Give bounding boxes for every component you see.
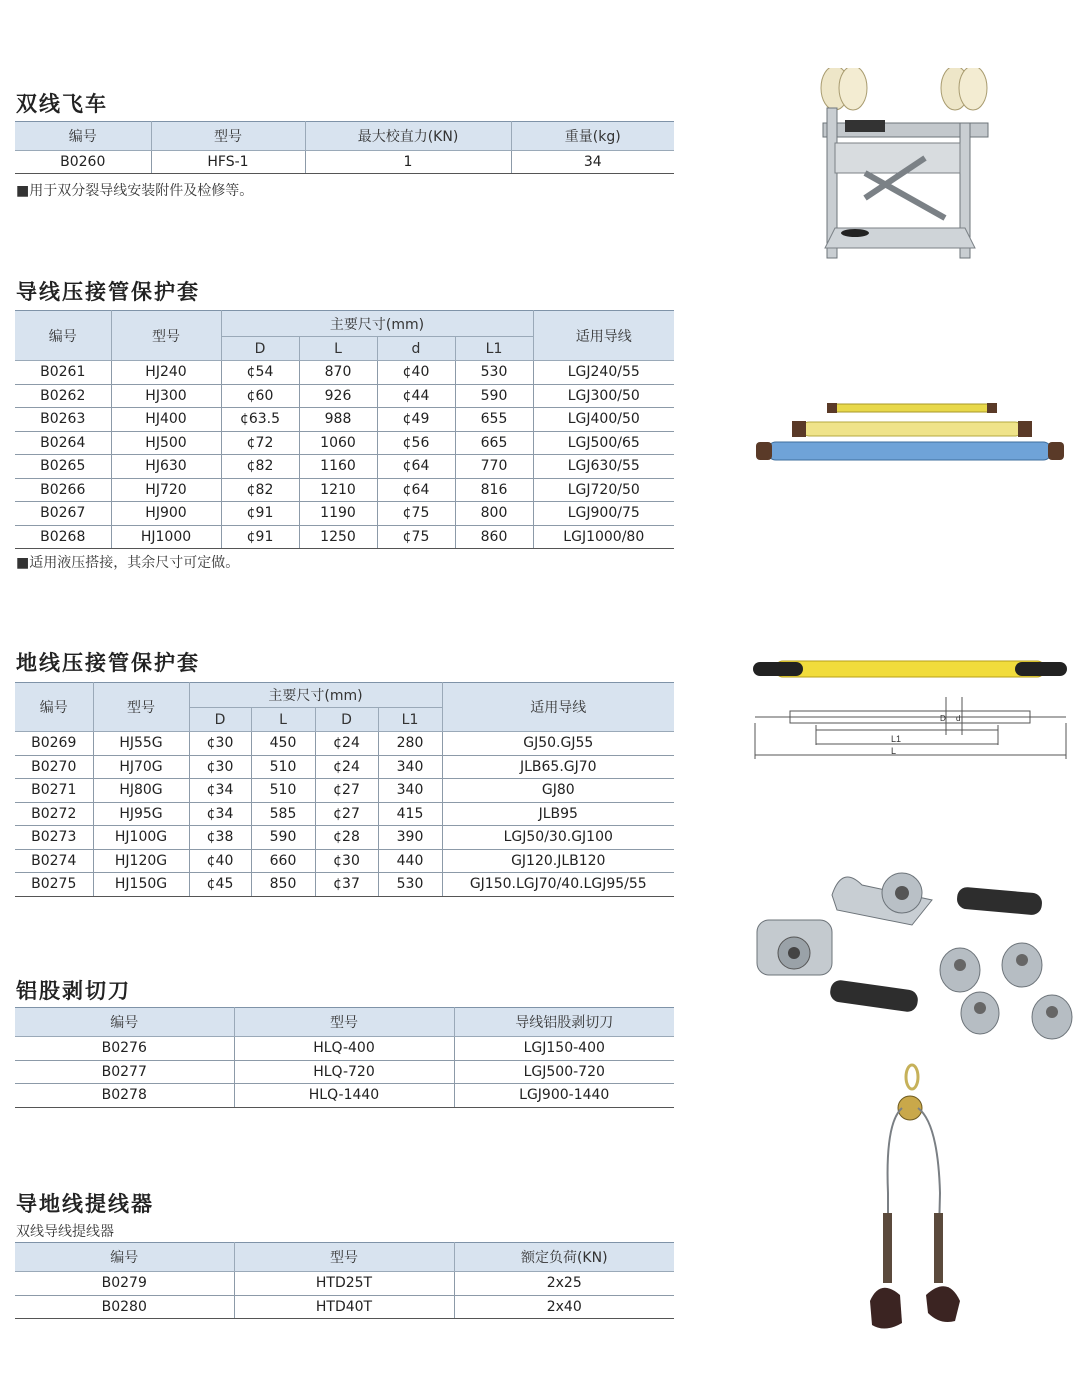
table-row	[15, 826, 674, 850]
header-applicable-wire: 适用导线	[533, 311, 674, 361]
table-cell: ¢27	[315, 802, 378, 826]
table-row	[15, 1037, 674, 1061]
table-cell: HTD40T	[234, 1295, 454, 1319]
table-cell: 655	[455, 408, 533, 432]
table-cell: B0277	[15, 1060, 234, 1084]
header-max-force: 最大校直力(KN)	[305, 122, 511, 151]
table-cell: 988	[299, 408, 377, 432]
header-model: 型号	[111, 311, 221, 361]
table-row	[15, 849, 674, 873]
table-cell: JLB95	[442, 802, 674, 826]
table-cell: ¢24	[315, 755, 378, 779]
table-cell: 660	[251, 849, 315, 873]
table-cell: GJ120.JLB120	[442, 849, 674, 873]
table-row	[15, 478, 674, 502]
table-cell: ¢40	[377, 361, 455, 385]
table-row: B0260 HFS-1 1 34	[15, 151, 674, 174]
table-cell: ¢75	[377, 502, 455, 526]
dim-l-label: L	[891, 746, 897, 756]
table-cell: B0275	[15, 873, 93, 897]
table-cell: 665	[455, 431, 533, 455]
table-cell: HJ630	[111, 455, 221, 479]
table-cell: ¢64	[377, 478, 455, 502]
table-cell: LGJ150-400	[454, 1037, 674, 1061]
table-row	[15, 455, 674, 479]
table-cell: 510	[251, 755, 315, 779]
table-cell: ¢63.5	[221, 408, 299, 432]
table-cell: ¢91	[221, 525, 299, 549]
table-row	[15, 361, 674, 385]
table-cell: ¢34	[189, 779, 251, 803]
table-cell: JLB65.GJ70	[442, 755, 674, 779]
table-cell: ¢34	[189, 802, 251, 826]
header-code: 编号	[15, 1008, 234, 1037]
table-cell: 590	[251, 826, 315, 850]
table-cell: 415	[378, 802, 442, 826]
table-cell: HJ120G	[93, 849, 189, 873]
header-code: 编号	[15, 122, 151, 151]
table-cell: LGJ900/75	[533, 502, 674, 526]
table-cell: ¢28	[315, 826, 378, 850]
table-cell: GJ80	[442, 779, 674, 803]
table-cell: B0280	[15, 1295, 234, 1319]
table-cell: HLQ-720	[234, 1060, 454, 1084]
dim-l1-label: L1	[891, 734, 902, 744]
table-cell: B0267	[15, 502, 111, 526]
section-title-strand-cutter: 铝股剥切刀	[16, 979, 131, 1003]
table-cell: HTD25T	[234, 1272, 454, 1296]
table-cell: B0278	[15, 1084, 234, 1108]
table-cell: 450	[251, 732, 315, 756]
wire-lifter-subtitle: 双线导线提线器	[16, 1224, 114, 1240]
table-cell: LGJ720/50	[533, 478, 674, 502]
table-cell: 1160	[299, 455, 377, 479]
table-cell: ¢30	[315, 849, 378, 873]
double-wire-trolley-image	[805, 68, 995, 260]
table-cell: HJ100G	[93, 826, 189, 850]
table-cell: HJ720	[111, 478, 221, 502]
table-row	[15, 1295, 674, 1319]
table-cell: ¢24	[315, 732, 378, 756]
table-cell: 530	[378, 873, 442, 897]
table-cell: B0272	[15, 802, 93, 826]
table-cell: GJ150.LGJ70/40.LGJ95/55	[442, 873, 674, 897]
conductor-sleeve-table: 编号 型号 主要尺寸(mm) 适用导线 D L d L1 B0261 HJ240 ¢54 870 ¢40 530 LGJ240/55 B0262 HJ300 ¢60 926 ¢44 590 LGJ300/50 B0263 HJ400 ¢63.5 988 ¢49 655 LGJ400/50 B0264 HJ500 ¢72 1060 ¢56 665 LGJ500/65 B0265 HJ630 ¢82 1160 ¢64 770 LGJ630/55 B0266 HJ720 ¢82 1210 ¢64 816 LGJ720/50 B0267 HJ900 ¢91 1190 ¢75 800 LGJ900/75 B0268 HJ1000 ¢91 1250 ¢75 860 LGJ1000/80	[15, 310, 674, 549]
table-cell: B0274	[15, 849, 93, 873]
table-cell: HJ900	[111, 502, 221, 526]
table-row	[15, 1060, 674, 1084]
table-cell: 390	[378, 826, 442, 850]
table-cell: HJ70G	[93, 755, 189, 779]
table-cell: 510	[251, 779, 315, 803]
section-title-ground-wire-sleeve: 地线压接管保护套	[16, 651, 200, 675]
table-row	[15, 802, 674, 826]
table-row	[15, 873, 674, 897]
table-cell: GJ50.GJ55	[442, 732, 674, 756]
table-cell: ¢44	[377, 384, 455, 408]
table-cell: B0271	[15, 779, 93, 803]
table-cell: ¢82	[221, 455, 299, 479]
table-cell: ¢60	[221, 384, 299, 408]
table-cell: ¢40	[189, 849, 251, 873]
table-cell: ¢30	[189, 755, 251, 779]
table-row	[15, 384, 674, 408]
header-code: 编号	[15, 1243, 234, 1272]
table-cell: LGJ240/55	[533, 361, 674, 385]
table-cell: 1190	[299, 502, 377, 526]
header-main-dimensions: 主要尺寸(mm)	[189, 683, 442, 708]
table-cell: ¢45	[189, 873, 251, 897]
header-code: 编号	[15, 311, 111, 361]
table-cell: B0279	[15, 1272, 234, 1296]
table-cell: HJ80G	[93, 779, 189, 803]
ground-wire-sleeve-image	[750, 655, 1072, 765]
table-cell: 770	[455, 455, 533, 479]
table-cell: B0262	[15, 384, 111, 408]
dim-d-small-label: d	[956, 714, 961, 723]
table-cell: 590	[455, 384, 533, 408]
table-cell: 850	[251, 873, 315, 897]
table-cell: 340	[378, 755, 442, 779]
table-cell: HJ240	[111, 361, 221, 385]
strand-cutter-image	[752, 865, 1075, 1050]
table-cell: HJ400	[111, 408, 221, 432]
table-cell: 870	[299, 361, 377, 385]
table-cell: B0264	[15, 431, 111, 455]
trolley-note: ■用于双分裂导线安装附件及检修等。	[16, 183, 254, 199]
section-title-double-wire-trolley: 双线飞车	[16, 92, 108, 116]
ground-wire-sleeve-table: 编号 型号 主要尺寸(mm) 适用导线 D L D L1 B0269 HJ55G ¢30 450 ¢24 280 GJ50.GJ55 B0270 HJ70G ¢30 510 ¢24 340 JLB65.GJ70 B0271 HJ80G ¢34 510 ¢27 340 GJ80 B0272 HJ95G ¢34 585 ¢27 415 JLB95 B0273 HJ100G ¢38 590 ¢28 390 LGJ50/30.GJ100 B0274 HJ120G ¢40 660 ¢30 440 GJ120.JLB120 B0275 HJ150G ¢45 850 ¢37 530 GJ150.LGJ70/40.LGJ95/55	[15, 682, 674, 897]
table-row	[15, 502, 674, 526]
bushing-set-icon	[940, 943, 1072, 1039]
table-cell: LGJ400/50	[533, 408, 674, 432]
table-cell: ¢30	[189, 732, 251, 756]
table-cell: ¢72	[221, 431, 299, 455]
table-cell: 1060	[299, 431, 377, 455]
table-cell: ¢82	[221, 478, 299, 502]
table-cell: 2x40	[454, 1295, 674, 1319]
table-cell: 1210	[299, 478, 377, 502]
table-cell: ¢75	[377, 525, 455, 549]
table-cell: 800	[455, 502, 533, 526]
table-cell: B0270	[15, 755, 93, 779]
table-cell: 816	[455, 478, 533, 502]
table-cell: 1250	[299, 525, 377, 549]
table-cell: ¢38	[189, 826, 251, 850]
conductor-sleeve-image	[752, 398, 1067, 468]
section-title-wire-lifter: 导地线提线器	[16, 1192, 154, 1216]
header-cutter-spec: 导线铝股剥切刀	[454, 1008, 674, 1037]
table-row	[15, 431, 674, 455]
table-row	[15, 1272, 674, 1296]
wire-lifter-image	[860, 1063, 970, 1338]
table-row	[15, 755, 674, 779]
strand-cutter-table	[15, 1007, 674, 1108]
table-row	[15, 779, 674, 803]
table-cell: ¢64	[377, 455, 455, 479]
table-cell: 2x25	[454, 1272, 674, 1296]
table-cell: LGJ500-720	[454, 1060, 674, 1084]
table-cell: 860	[455, 525, 533, 549]
table-cell: B0276	[15, 1037, 234, 1061]
section-title-conductor-sleeve: 导线压接管保护套	[16, 280, 200, 304]
table-cell: B0261	[15, 361, 111, 385]
table-cell: HJ95G	[93, 802, 189, 826]
table-row	[15, 732, 674, 756]
table-cell: HLQ-1440	[234, 1084, 454, 1108]
table-cell: 926	[299, 384, 377, 408]
header-main-dimensions: 主要尺寸(mm)	[221, 311, 533, 337]
table-cell: HLQ-400	[234, 1037, 454, 1061]
table-cell: B0263	[15, 408, 111, 432]
table-cell: LGJ50/30.GJ100	[442, 826, 674, 850]
table-cell: B0273	[15, 826, 93, 850]
table-cell: HJ150G	[93, 873, 189, 897]
wire-lifter-table	[15, 1242, 674, 1319]
header-code: 编号	[15, 683, 93, 732]
table-cell: ¢37	[315, 873, 378, 897]
table-cell: ¢49	[377, 408, 455, 432]
table-cell: B0266	[15, 478, 111, 502]
trolley-spec-table	[15, 121, 674, 174]
table-cell: 340	[378, 779, 442, 803]
table-cell: B0268	[15, 525, 111, 549]
table-cell: B0265	[15, 455, 111, 479]
table-cell: ¢27	[315, 779, 378, 803]
table-cell: LGJ300/50	[533, 384, 674, 408]
dim-d-big-label: D	[940, 714, 946, 723]
header-applicable-wire: 适用导线	[442, 683, 674, 732]
table-cell: LGJ630/55	[533, 455, 674, 479]
table-cell: 585	[251, 802, 315, 826]
table-cell: LGJ1000/80	[533, 525, 674, 549]
table-cell: ¢56	[377, 431, 455, 455]
table-cell: 280	[378, 732, 442, 756]
table-row	[15, 1084, 674, 1108]
table-row	[15, 525, 674, 549]
table-cell: HJ55G	[93, 732, 189, 756]
table-cell: ¢91	[221, 502, 299, 526]
table-cell: HJ300	[111, 384, 221, 408]
header-weight: 重量(kg)	[511, 122, 674, 151]
table-cell: HJ500	[111, 431, 221, 455]
table-cell: LGJ500/65	[533, 431, 674, 455]
header-model: 型号	[234, 1008, 454, 1037]
conductor-sleeve-note: ■适用液压搭接，其余尺寸可定做。	[16, 555, 240, 571]
header-rated-load: 额定负荷(KN)	[454, 1243, 674, 1272]
table-row	[15, 408, 674, 432]
table-cell: 530	[455, 361, 533, 385]
table-cell: LGJ900-1440	[454, 1084, 674, 1108]
table-cell: 440	[378, 849, 442, 873]
header-model: 型号	[93, 683, 189, 732]
header-model: 型号	[234, 1243, 454, 1272]
table-cell: ¢54	[221, 361, 299, 385]
table-cell: HJ1000	[111, 525, 221, 549]
table-cell: B0269	[15, 732, 93, 756]
header-model: 型号	[151, 122, 305, 151]
